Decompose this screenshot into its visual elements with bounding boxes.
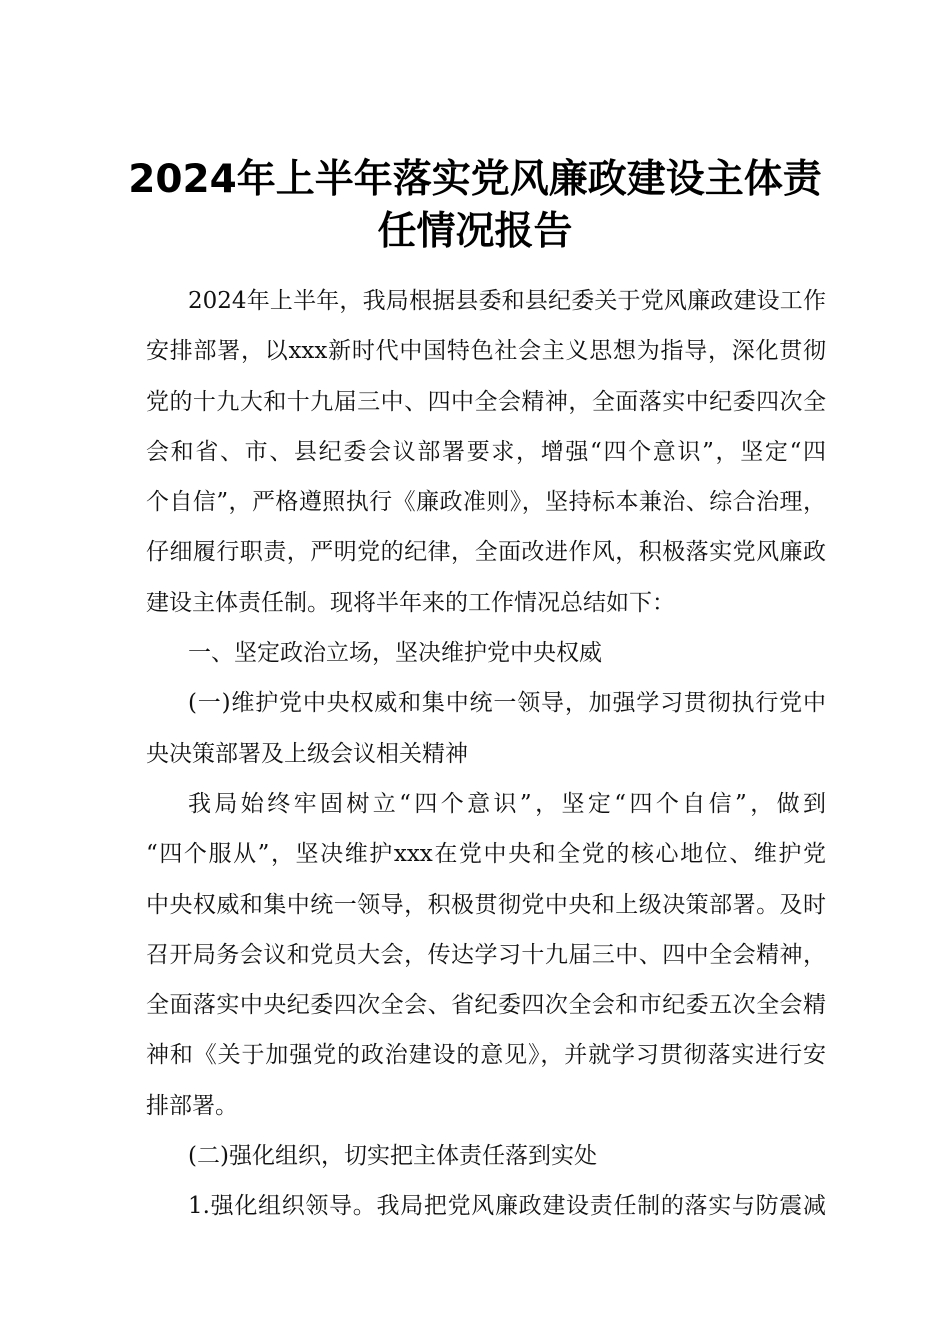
text-line: 1.强化组织领导。我局把党风廉政建设责任制的落实与防震减 (188, 1193, 826, 1220)
text-line: 我局始终牢固树立“四个意识”，坚定“四个自信”，做到 (188, 790, 826, 817)
text-line: (二)强化组织，切实把主体责任落到实处 (188, 1143, 597, 1170)
text-line: 一、坚定政治立场，坚决维护党中央权威 (188, 640, 602, 667)
subsection-heading-2 (146, 1131, 826, 1181)
section-heading-1 (146, 628, 826, 678)
title-line-2: 任情况报告 (377, 209, 573, 255)
text-line: 央决策部署及上级会议相关精神 (146, 740, 468, 767)
text-line: 个自信”，严格遵照执行《廉政准则》，坚持标本兼治、综合治理， (146, 489, 826, 516)
text-line: 建设主体责任制。现将半年来的工作情况总结如下： (146, 589, 675, 616)
subsection-heading-1 (146, 678, 826, 779)
text-line: 神和《关于加强党的政治建设的意见》，并就学习贯彻落实进行安 (146, 1042, 826, 1069)
paragraph-intro (146, 276, 826, 628)
text-line: “四个服从”，坚决维护xxx在党中央和全党的核心地位、维护党 (146, 841, 826, 868)
text-line: 仔细履行职责，严明党的纪律，全面改进作风，积极落实党风廉政 (146, 539, 826, 566)
text-line: 会和省、市、县纪委会议部署要求，增强“四个意识”，坚定“四 (146, 438, 826, 465)
text-line: 安排部署，以xxx新时代中国特色社会主义思想为指导，深化贯彻 (146, 338, 826, 365)
paragraph-body-2 (146, 1181, 826, 1231)
paragraph-body-1 (146, 779, 826, 1131)
text-line: 2024年上半年，我局根据县委和县纪委关于党风廉政建设工作 (188, 288, 826, 314)
text-line: 排部署。 (146, 1092, 238, 1119)
title-line-1: 2024年上半年落实党风廉政建设主体责 (128, 157, 822, 203)
text-line: (一)维护党中央权威和集中统一领导，加强学习贯彻执行党中 (188, 690, 826, 717)
document-body (146, 276, 826, 1232)
text-line: 召开局务会议和党员大会，传达学习十九届三中、四中全会精神， (146, 941, 826, 968)
text-line: 中央权威和集中统一领导，积极贯彻党中央和上级决策部署。及时 (146, 891, 826, 918)
text-line: 全面落实中央纪委四次全会、省纪委四次全会和市纪委五次全会精 (146, 992, 826, 1019)
document-title (120, 154, 830, 258)
text-line: 党的十九大和十九届三中、四中全会精神，全面落实中纪委四次全 (146, 388, 826, 415)
